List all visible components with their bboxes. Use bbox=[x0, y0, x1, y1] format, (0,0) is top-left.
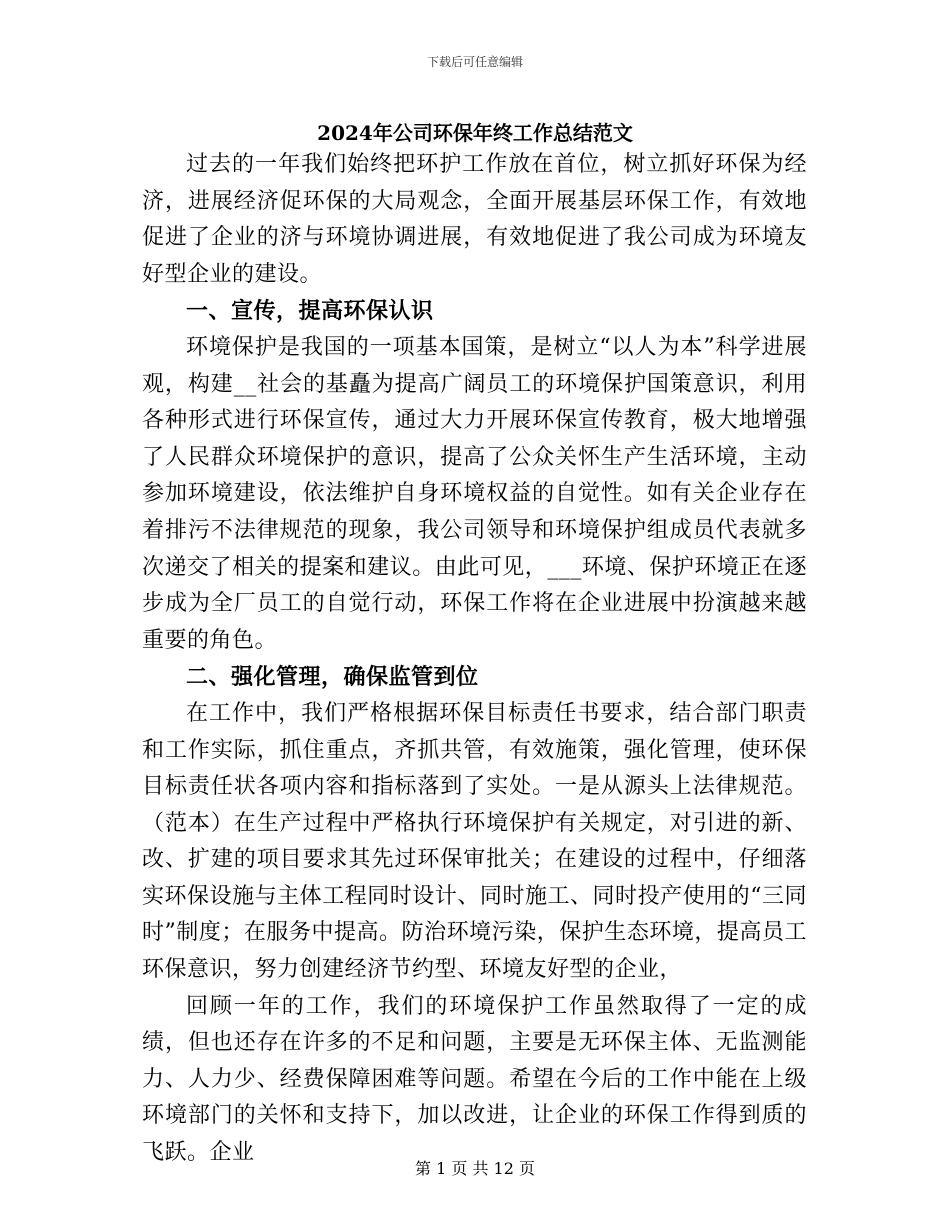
page-header-note: 下载后可任意编辑 bbox=[426, 55, 523, 69]
intro-paragraph: 过去的一年我们始终把环护工作放在首位，树立抓好环保为经济，进展经济促环保的大局观念，全面开展基层环保工作，有效地促进了企业的济与环境协调进展，有效地促进了我公司成为环境友好型企业的建设。 bbox=[142, 152, 807, 287]
document-body bbox=[142, 147, 807, 1172]
publicity-paragraph: 环境保护是我国的一项基本国策，是树立“以人为本”科学进展观，构建__社会的基矗为提高广阔员工的环境保护国策意识，利用各种形式进行环保宣传，通过大力开展环保宣传教育，极大地增强了人民群众环境保护的意识，提高了公众关怀生产生活环境，主动参加环境建设，依法维护自身环境权益的自觉性。如有关企业存在着排污不法律规范的现象，我公司领导和环境保护组成员代表就多次递交了相关的提案和建议。由此可见，___环境、保护环境正在逐步成为全厂员工的自觉行动，环保工作将在企业进展中扮演越来越重要的角色。 bbox=[142, 334, 807, 653]
management-paragraph: 在工作中，我们严格根据环保目标责任书要求，结合部门职责和工作实际，抓住重点，齐抓共管，有效施策，强化管理，使环保目标责任状各项内容和指标落到了实处。一是从源头上法律规范。（范本）在生产过程中严格执行环境保护有关规定，对引进的新、改、扩建的项目要求其先过环保审批关；在建设的过程中，仔细落实环保设施与主体工程同时设计、同时施工、同时投产使用的“三同时”制度；在服务中提高。防治环境污染，保护生态环境，提高员工环保意识，努力创建经济节约型、环境友好型的企业， bbox=[142, 700, 807, 983]
document-title: 2024年公司环保年终工作总结范文 bbox=[317, 121, 633, 145]
page-number-footer: 第 1 页 共 12 页 bbox=[415, 1159, 535, 1178]
section-heading-management: 二、强化管理，确保监管到位 bbox=[186, 664, 479, 691]
review-paragraph: 回顾一年的工作，我们的环境保护工作虽然取得了一定的成绩，但也还存在许多的不足和问题，主要是无环保主体、无监测能力、人力少、经费保障困难等问题。希望在今后的工作中能在上级环境部门的关怀和支持下，加以改进，让企业的环保工作得到质的飞跃。企业 bbox=[142, 993, 807, 1166]
section-heading-publicity: 一、宣传，提高环保认识 bbox=[186, 298, 434, 325]
